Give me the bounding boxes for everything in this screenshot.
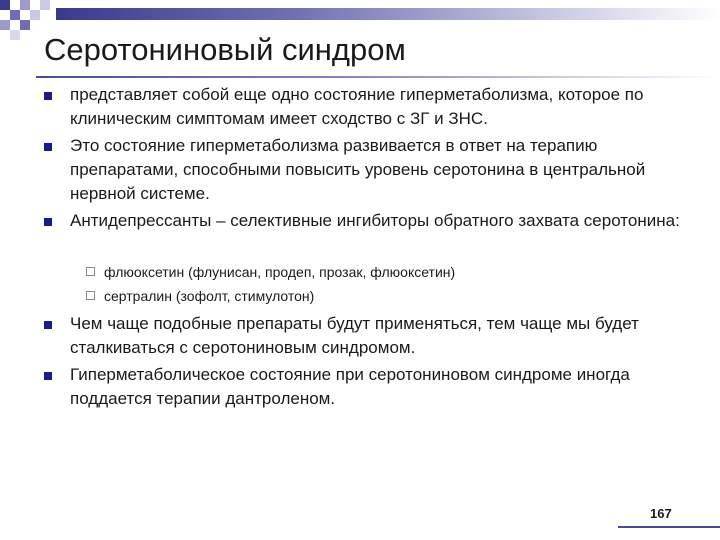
bullet-square-icon	[44, 92, 52, 100]
bullet-square-icon	[44, 372, 52, 380]
bullet-square-icon	[44, 218, 52, 226]
bullet-item: Антидепрессанты – селективные ингибиторы обратного захвата серотонина:	[70, 211, 680, 230]
header-gradient-bar	[56, 8, 720, 20]
sub-bullet-item: сертралин (зофолт, стимулотон)	[104, 288, 315, 304]
bullet-item: представляет собой еще одно состояние гиперметаболизма, которое по клиническим симптомам имеет сходство с ЗГ и ЗНС.	[70, 85, 644, 128]
slide-title: Серотониновый синдром	[44, 32, 406, 67]
footer-rule	[618, 526, 720, 528]
bullet-item: Чем чаще подобные препараты будут применяться, тем чаще мы будет сталкиваться с серотониновым синдромом.	[70, 314, 639, 357]
sub-bullet-item: флюоксетин (флунисан, продеп, прозак, флюоксетин)	[104, 264, 456, 280]
bullet-square-icon	[44, 321, 52, 329]
bullet-item: Гиперметаболическое состояние при серотониновом синдроме иногда поддается терапии дантроленом.	[70, 365, 630, 408]
bullet-item: Это состояние гиперметаболизма развивается в ответ на терапию препаратами, способными повысить уровень серотонина в центральной нервной системе.	[70, 136, 646, 203]
checkbox-outline-icon	[86, 291, 95, 300]
bullet-square-icon	[44, 143, 52, 151]
page-number: 167	[650, 506, 672, 521]
title-underline	[36, 76, 720, 78]
checkbox-outline-icon	[86, 267, 95, 276]
